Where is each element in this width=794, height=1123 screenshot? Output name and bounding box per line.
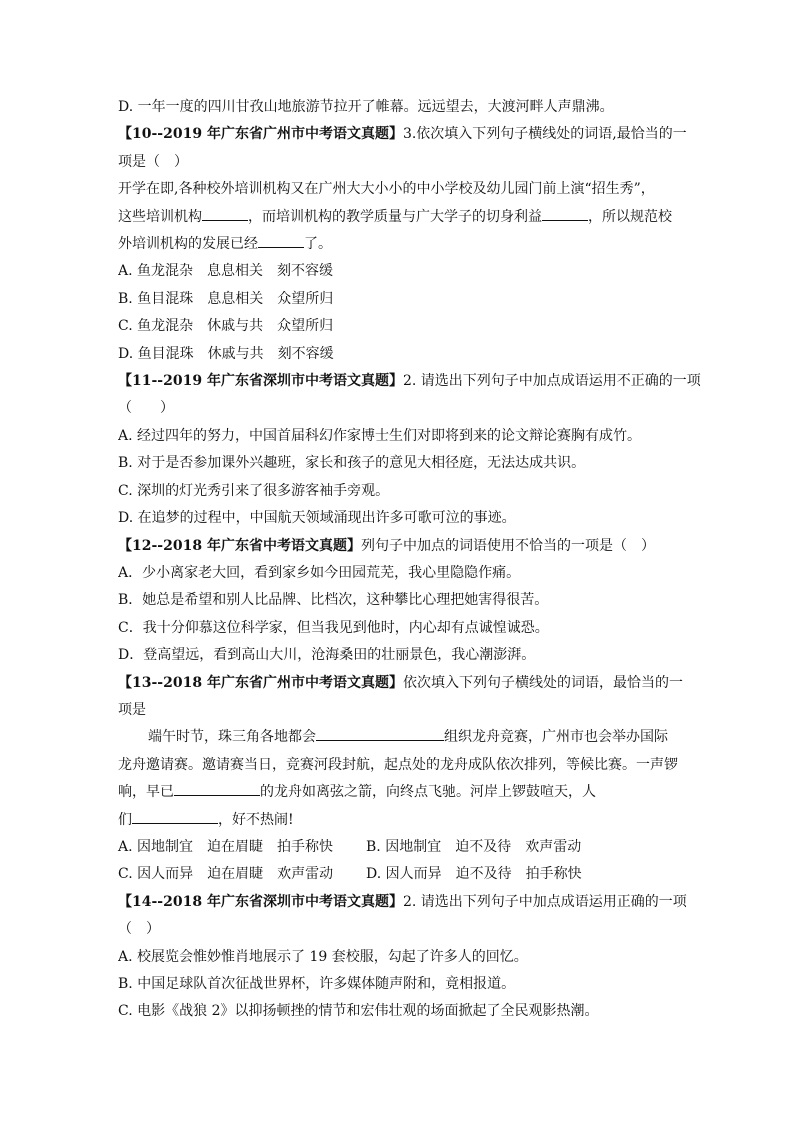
q11-heading [118,368,701,395]
q10-blank-3 [258,233,304,248]
q10-stem-2: 项是（ ） [118,153,188,170]
q14-heading [118,889,687,916]
q13-passage-2: 龙舟邀请赛。邀请赛当日，竞赛河段封航，起点处的龙舟成队依次排列，等候比赛。一声锣 [118,756,678,773]
q10-passage-1: 开学在即,各种校外培训机构又在广州大大小小的中小学校及幼儿园门前上演“招生秀”， [118,181,655,198]
q13-passage-1b: 组织龙舟竞赛，广州市也会举办国际 [444,729,668,746]
q10-option-b: B. 鱼目混珠 息息相关 众望所归 [118,290,334,307]
q10-blank-2 [542,206,588,221]
q10-passage-3a: 外培训机构的发展已经 [118,236,258,253]
q11-option-a: A. 经过四年的努力，中国首届科幻作家博士生们对即将到来的论文辩论赛胸有成竹。 [118,427,642,444]
q12-option-b: B．她总是希望和别人比品牌、比档次，这种攀比心理把她害得很苦。 [118,592,549,609]
q9-option-d: D. 一年一度的四川甘孜山地旅游节拉开了帷幕。远远望去，大渡河畔人声鼎沸。 [118,99,614,115]
q13-passage-3a: 响，早已 [118,784,174,801]
q13-passage-3 [118,779,678,806]
q10-passage-2b: ，而培训机构的教学质量与广大学子的切身利益 [248,208,542,225]
q14-option-c: C. 电影《战狼 2》以抑扬顿挫的情节和宏伟壮观的场面掀起了全民观影热潮。 [118,1003,599,1020]
q10-option-d: D. 鱼目混珠 休戚与共 刻不容缓 [118,345,334,362]
q13-stem-2: 项是 [118,701,146,718]
q11-tag: 【11--2019 年广东省深圳市中考语文真题】 [118,373,403,390]
q12-option-d: D．登高望远，看到高山大川，沧海桑田的壮丽景色，我心潮澎湃。 [118,647,536,664]
q11-option-b: B. 对于是否参加课外兴趣班，家长和孩子的意见大相径庭，无法达成共识。 [118,455,586,472]
q14-stem-2: （ ） [118,921,160,938]
q10-blank-1 [202,206,248,221]
q13-blank-3 [132,809,218,824]
q13-passage-4 [118,807,678,834]
q11-option-d: D. 在追梦的过程中，中国航天领域涌现出许多可歌可泣的事迹。 [118,510,516,527]
q12-tag: 【12--2018 年广东省中考语文真题】 [118,537,361,554]
q11-stem-1: 2. 请选出下列句子中加点成语运用不正确的一项 [402,373,701,390]
q13-blank-2 [174,781,260,796]
q14-option-b: B. 中国足球队首次征战世界杯，许多媒体随声附和，竟相报道。 [118,976,516,992]
q12-option-a: A．少小离家老大回，看到家乡如今田园荒芜，我心里隐隐作痛。 [118,564,521,581]
document-body [118,94,701,1026]
q13-passage-1a: 端午时节，珠三角各地都会 [148,729,316,746]
q12-option-c: C．我十分仰慕这位科学家，但当我见到他时，内心却有点诚惶诚恐。 [118,619,549,636]
q10-heading [118,121,687,148]
q14-tag: 【14--2018 年广东省深圳市中考语文真题】 [118,893,403,910]
q13-passage-3b: 的龙舟如离弦之箭，向终点飞驰。河岸上锣鼓喧天，人 [260,784,596,801]
q10-passage-3 [118,231,678,258]
q13-passage-4a: 们 [118,811,132,828]
q13-blank-1 [316,726,444,741]
q13-option-d: D. 因人而异 迫不及待 拍手称快 [366,866,582,883]
q10-option-c: C. 鱼龙混杂 休戚与共 众望所归 [118,318,334,335]
q14-stem-1: 2. 请选出下列句子中加点成语运用正确的一项 [402,893,687,910]
q12-stem-1: 列句子中加点的词语使用不恰当的一项是（ ） [360,537,655,554]
q14-option-a: A. 校展览会惟妙惟肖地展示了 19 套校服，勾起了许多人的回忆。 [118,948,528,965]
q13-stem-1: 依次填入下列句子横线处的词语，最恰当的一 [402,674,683,691]
q13-option-c: C. 因人而异 迫在眉睫 欢声雷动 [118,866,334,883]
q13-option-row-1 [118,834,678,861]
q13-option-row-2 [118,861,678,888]
q13-passage-1 [118,724,678,751]
q13-option-b: B. 因地制宜 迫不及待 欢声雷动 [366,838,582,855]
q11-stem-2: （ ） [118,400,174,417]
q10-passage-2 [118,204,678,231]
q13-tag: 【13--2018 年广东省广州市中考语文真题】 [118,674,403,691]
q10-passage-2c: ，所以规范校 [588,208,672,225]
q13-heading [118,670,683,697]
q11-option-c: C. 深圳的灯光秀引来了很多游客袖手旁观。 [118,482,390,499]
q10-tag: 【10--2019 年广东省广州市中考语文真题】 [118,126,403,143]
q10-option-a: A. 鱼龙混杂 息息相关 刻不容缓 [118,263,334,280]
q10-stem-1: 3.依次填入下列句子横线处的词语,最恰当的一 [402,126,687,143]
q10-passage-3b: 了。 [304,236,332,253]
q13-passage-4b: ，好不热闹! [218,811,294,828]
q10-passage-2a: 这些培训机构 [118,208,202,225]
q13-option-a: A. 因地制宜 迫在眉睫 拍手称快 [118,838,334,855]
q12-heading [118,533,678,560]
